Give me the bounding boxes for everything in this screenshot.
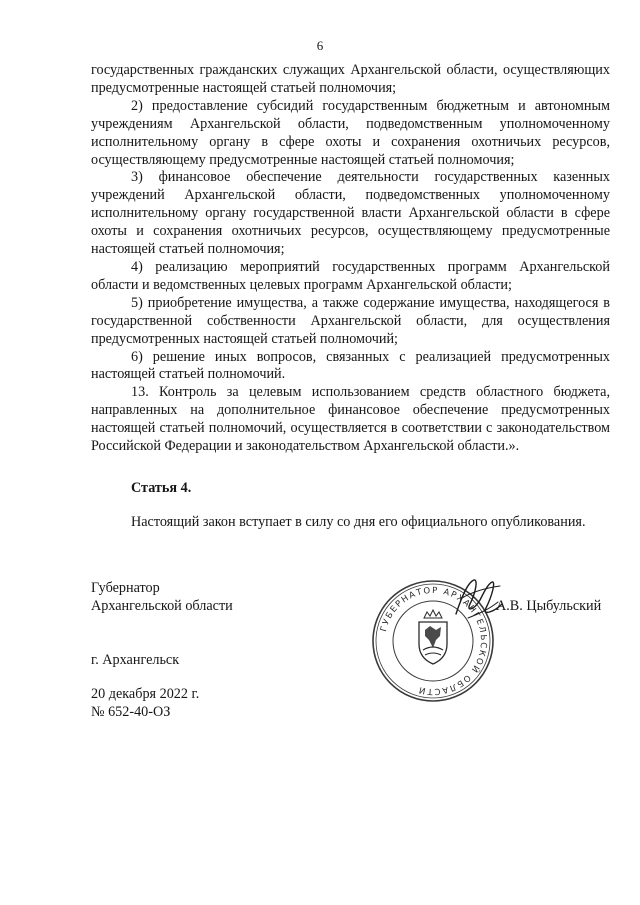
paragraph: 13. Контроль за целевым использованием средств областного бюджета, направленных на дополнительное финансовое обеспечение предусмотренных настоящей статьей полномочий, осуществляется в соответствии с законодательством Российской Федерации и законодательством Архангельской области.». [91,384,610,455]
paragraph: 2) предоставление субсидий государственным бюджетным и автономным учреждениям Архангельской области, подведомственным уполномоченному исполнительному органу в сфере охоты и сохранения охотничьих ресурсов, осуществляющему предусмотренные настоящей статьей полномочия; [91,97,610,168]
signing-date: 20 декабря 2022 г. [91,686,200,702]
signatory-title-line: Архангельской области [91,597,233,614]
paragraph: 3) финансовое обеспечение деятельности государственных казенных учреждений Архангельской области, подведомственных уполномоченному исполнительному органу государственной власти Архангельской области в сфере охоты и сохранения охотничьих ресурсов, осуществляющему предусмотренные настоящей статьей полномочия; [91,169,610,258]
law-number: № 652-40-ОЗ [91,703,171,720]
date-block [91,686,199,722]
page-number: 6 [316,38,324,53]
paragraph: государственных гражданских служащих Архангельской области, осуществляющих предусмотренные настоящей статьей полномочия; [91,62,610,96]
city: г. Архангельск [91,652,180,668]
coat-of-arms-icon [419,610,447,664]
paragraph: 5) приобретение имущества, а также содержание имущества, находящегося в государственной собственности Архангельской области, для осуществления предусмотренных настоящей статьей полномочий; [91,294,610,347]
paragraph: 4) реализацию мероприятий государственных программ Архангельской области и ведомственных целевых программ Архангельской области; [91,258,610,293]
paragraph: 6) решение иных вопросов, связанных с реализацией предусмотренных настоящей статьей полномочий. [91,348,610,383]
seal-text: ГУБЕРНАТОР АРХАНГЕЛЬСКОЙ ОБЛАСТИ [378,585,489,697]
signatory-title [91,580,233,616]
article-text: Настоящий закон вступает в силу со дня его официального опубликования. [131,514,586,530]
document-body [91,62,610,456]
signatory-title-line: Губернатор [91,580,160,596]
article-heading: Статья 4. [131,480,192,496]
signatory-name: А.В. Цыбульский [496,598,602,614]
